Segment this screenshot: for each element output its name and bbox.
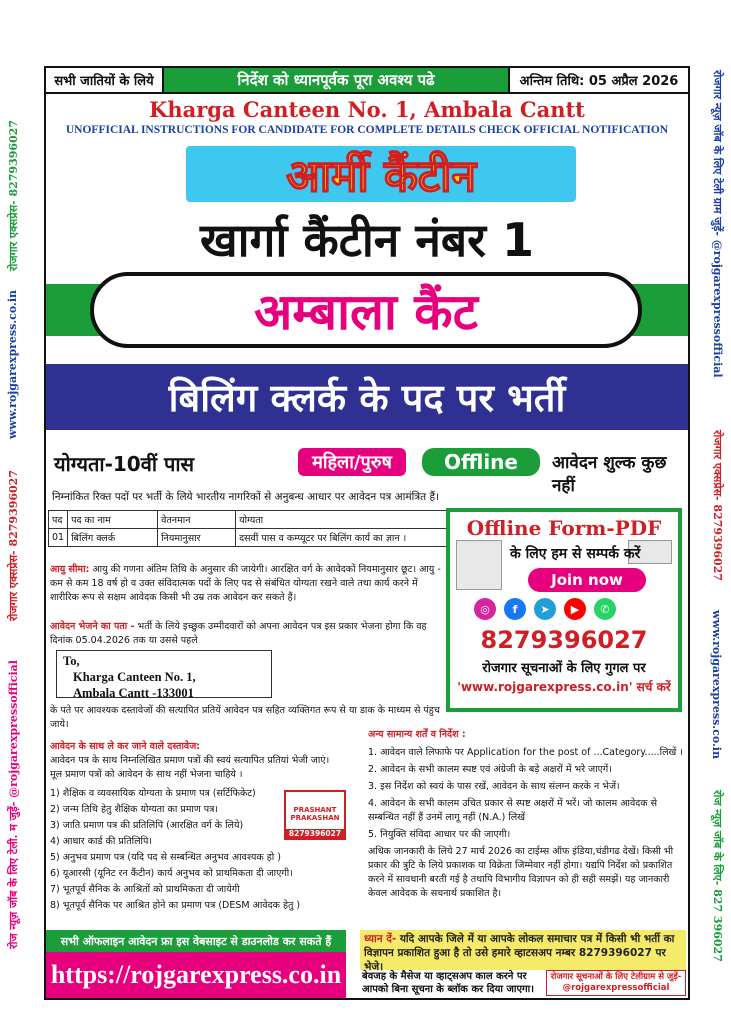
table-header: वेतनमान: [158, 511, 236, 529]
table-header: योग्यता: [236, 511, 448, 529]
form-thumbnail-image: [456, 540, 502, 590]
table-cell: नियमानुसार: [158, 529, 236, 547]
table-cell: दसवीं पास व कम्प्यूटर पर बिलिंग कार्य का ज्ञान ।: [236, 529, 448, 547]
send-label: आवेदन भेजने का पता -: [50, 621, 135, 632]
posts-table: [48, 510, 448, 547]
list-item: 5) अनुभव प्रमाण पत्र (यदि पद से सम्बन्धित अनुभव आवश्यक हो ): [50, 852, 281, 863]
sidebar-left-mid: www.rojgarexpress.co.in: [6, 290, 19, 439]
table-row: [49, 529, 448, 547]
list-item: 7) भूतपूर्व सैनिक के आश्रितों को प्राथमिकता दी जायेगी: [50, 884, 240, 895]
age-label: आयु सीमा:: [50, 564, 90, 575]
army-canteen-banner: [186, 146, 576, 202]
logo-phone: 8279396027: [286, 829, 344, 838]
sidebar-right-top: रोजगार न्यूज़ जॉब के लिए टेली ग्राम जुड़ें- @rojgarexpressofficial: [711, 70, 724, 378]
ad-heading: Offline Form-PDF: [466, 516, 662, 540]
attention-text: यदि आपके जिले में या आपके लोकल समाचार पत्र में किसी भी भर्ती का विज्ञापन प्रकाशित हुआ है तो उसे हमारे व्हाटसअप नम्बर 8279396027 पर भेजे।: [364, 933, 675, 973]
attention-label: ध्यान दें-: [364, 933, 397, 945]
send-section: [50, 620, 442, 648]
qualification-text: योग्यता-10वीं पास: [54, 452, 195, 476]
ad-inner: [450, 512, 678, 708]
address-to: To,: [63, 654, 80, 668]
age-section: [50, 563, 442, 605]
attention-note: [360, 930, 686, 973]
telegram-icon[interactable]: ➤: [534, 598, 556, 620]
table-header: पद: [49, 511, 68, 529]
list-item: 1) शैक्षिक व व्यवसायिक योग्यता के प्रमाण पत्र (सर्टिफिकेट): [50, 788, 256, 799]
telegram-note: रोजगार सूचनाओं के लिए टेलीग्राम से जुड़ें- @rojgarexpressofficial: [546, 970, 686, 996]
send-text: भर्ती के लिये इच्छुक उम्मीदवारों को अपना आवेदन पत्र इस प्रकार भेजना होगा कि वह दिनांक 05.04.2026 तक या उससे पहले: [50, 621, 427, 646]
publisher-logo: [284, 790, 346, 840]
rules-footer: अधिक जानकारी के लिये 27 मार्च 2026 का टाईम्स ऑफ इंडिया,चंडीगढ देखें। किसी भी प्रकार की त्रुटि के लिये प्रकाशक या विक्रेता जिम्मेवार नहीं होगा। यद्यपि निर्देश को प्रकाशित करने में सावधानी बरती गई है तथापि विभागीय विज्ञापन को ही सही समझें। यह जानकारी केवल आवेदक के सचनार्थ प्रकाशित है।: [368, 846, 674, 899]
after-address-text: के पते पर आवश्यक दस्तावेजों की सत्यापित प्रतियें आवेदन पत्र सहित व्यक्तिगत रूप से या डाक के माध्यम से पंहुच जाये।: [50, 705, 440, 730]
fee-text: आवेदन शुल्क कुछ नहीं: [552, 453, 667, 496]
title-english: Kharga Canteen No. 1, Ambala Cantt: [149, 97, 585, 122]
sidebar-left-mid2: रोजगार एक्सप्रेस- 8279396027: [7, 470, 20, 621]
logo-name: PRASHANT PRAKASHAN: [290, 806, 340, 822]
social-icons: [474, 598, 616, 620]
ad-phone-number: 8279396027: [480, 626, 648, 654]
all-castes-label: सभी जातियों के लिये: [46, 68, 164, 92]
ad-google-text: रोजगार सूचनाओं के लिए गुगल पर: [482, 661, 646, 676]
list-item: 2) जन्म तिथि हेतु शैक्षिक योग्यता का प्रमाण पत्र।: [50, 804, 218, 815]
block-warning: बेवजह के मैसेज या व्हाट्सअप काल करने पर आपको बिना सूचना के ब्लॉक कर दिया जाएगा।: [362, 971, 535, 995]
ad-contact-text: के लिए हम से सम्पर्क करें: [510, 546, 641, 562]
sidebar-right-mid2: www.rojgarexpress.co.in: [710, 610, 723, 759]
billing-clerk-text: बिलिंग क्लर्क के पद पर भर्ती: [168, 376, 566, 420]
list-item: 6) यूआरसी (यूनिट रन कैंटीन) कार्य अनुभव को प्राथमिकता दी जाएगी।: [50, 868, 293, 879]
youtube-icon[interactable]: ▶: [564, 598, 586, 620]
instagram-icon[interactable]: ◎: [474, 598, 496, 620]
kharga-canteen-heading: खार्गा कैंटीन नंबर 1: [200, 213, 534, 267]
documents-line: मूल प्रमाण पत्रों को आवेदन के साथ नहीं भेजना चाहिये ।: [50, 769, 243, 780]
rules-section: [368, 728, 686, 901]
ad-search-text: 'www.rojgarexpress.co.in' सर्च करें: [457, 680, 671, 694]
gender-badge: महिला/पुरुष: [298, 448, 406, 476]
offline-form-ad: [446, 508, 682, 712]
list-item: 4. आवेदन के सभी कालम उचित प्रकार से स्पष्ट अक्षरों में भरें। जो कालम आवेदक से सम्बन्धित नहीं हैं उनमें लागू नहीं (N.A.) लिखें: [368, 798, 658, 823]
list-item: 3) जाति प्रमाण पत्र की प्रतिलिपि (आरक्षित वर्ग के लिये): [50, 820, 244, 831]
age-text: आयु की गणना अंतिम तिथि के अनुसार की जायेगी। आरक्षित वर्ग के आवेदकों नियमानुसार छूट। आयु - कम से कम 18 वर्ष हो व उक्त संविदात्मक पदों के लिए पद से संबंधित योग्यता रखने वाले तथा कार्य करने में शारीरिक रूप से सक्षम आवेदक किसी भी उम्र तक आवेदन कर सकते हैं।: [50, 564, 441, 603]
address-box: [56, 650, 272, 698]
website-link[interactable]: https://rojgarexpress.co.in: [46, 952, 346, 998]
whatsapp-icon[interactable]: ✆: [594, 598, 616, 620]
sidebar-right-mid: रोजगार एक्सप्रेस- 8279396027: [711, 430, 724, 581]
join-now-button[interactable]: Join now: [528, 568, 646, 592]
top-bar: [46, 68, 688, 94]
rules-label: अन्य सामान्य शर्तें व निर्देश :: [368, 729, 466, 740]
address-line: Kharga Canteen No. 1,: [73, 670, 196, 684]
sidebar-left-top: रोजगार एक्सप्रेस- 8279396027: [7, 120, 20, 271]
list-item: 2. आवेदन के सभी कालम स्पष्ट एवं अंग्रेजी के बड़े अक्षरों में भरे जाएगें।: [368, 764, 612, 775]
intro-text: निम्नांकित रिक्त पदों पर भर्ती के लिये भारतीय नागरिकों से अनुबन्ध आधार पर आवेदन पत्र आमंत्रित हैं।: [52, 491, 440, 503]
download-banner: सभी ऑफलाइन आवेदन फ्रा इस वेबसाइट से डाउनलोड कर सकते हैं: [46, 930, 346, 952]
last-date: अन्तिम तिथि: 05 अप्रैल 2026: [508, 68, 688, 92]
documents-list: [50, 786, 301, 914]
list-item: 3. इस निर्देश को स्वयं के पास रखें, आवेदन के साथ संलग्न करके न भेजें।: [368, 781, 620, 792]
facebook-icon[interactable]: f: [504, 598, 526, 620]
unofficial-notice: UNOFFICIAL INSTRUCTIONS FOR CANDIDATE FOR COMPLETE DETAILS CHECK OFFICIAL NOTIFICATION: [65, 124, 669, 136]
documents-line: आवेदन पत्र के साथ निम्नलिखित प्रमाण पत्रों की स्वयं सत्यापित प्रतियां भेजी जाएं।: [50, 755, 330, 766]
mode-badge: Offline: [422, 448, 540, 476]
list-item: 4) आधार कार्ड की प्रतिलिपि।: [50, 836, 152, 847]
address-line: Ambala Cantt -133001: [73, 686, 194, 700]
sidebar-right-bot: रोज न्यूज़ जॉब के लिए- 827 396027: [711, 790, 724, 962]
table-cell: 01: [49, 529, 68, 547]
table-cell: बिलिंग क्लर्क: [68, 529, 158, 547]
table-header-row: [49, 511, 448, 529]
documents-label: आवेदन के साथ ले कर जाने वाले दस्तावेज:: [50, 741, 201, 752]
billing-clerk-banner: [46, 364, 688, 430]
army-canteen-text: आर्मी कैंटीन: [286, 151, 476, 202]
list-item: 1. आवेदन वाले लिफाफे पर Application for the post of ...Category.....लिखें ।: [368, 747, 683, 758]
table-header: पद का नाम: [68, 511, 158, 529]
ambala-cantt-text: अम्बाला कैंट: [254, 283, 478, 341]
list-item: 8) भूतपूर्व सैनिक पर आश्रित होने का प्रमाण पत्र (DESM आवेदक हेतु ): [50, 900, 301, 911]
ambala-cantt-banner: [90, 272, 642, 348]
sidebar-left-bot: रोज न्यूज़ जॉब के लिए टेली. म जुड़ें- @rojgarexpressofficial: [7, 660, 20, 949]
instruction-banner: निर्देश को ध्यानपूर्वक पूरा अवश्य पढे: [164, 68, 508, 92]
list-item: 5. नियुक्ति संविदा आधार पर की जाएगी।: [368, 829, 511, 840]
qualification-row: [46, 448, 688, 496]
